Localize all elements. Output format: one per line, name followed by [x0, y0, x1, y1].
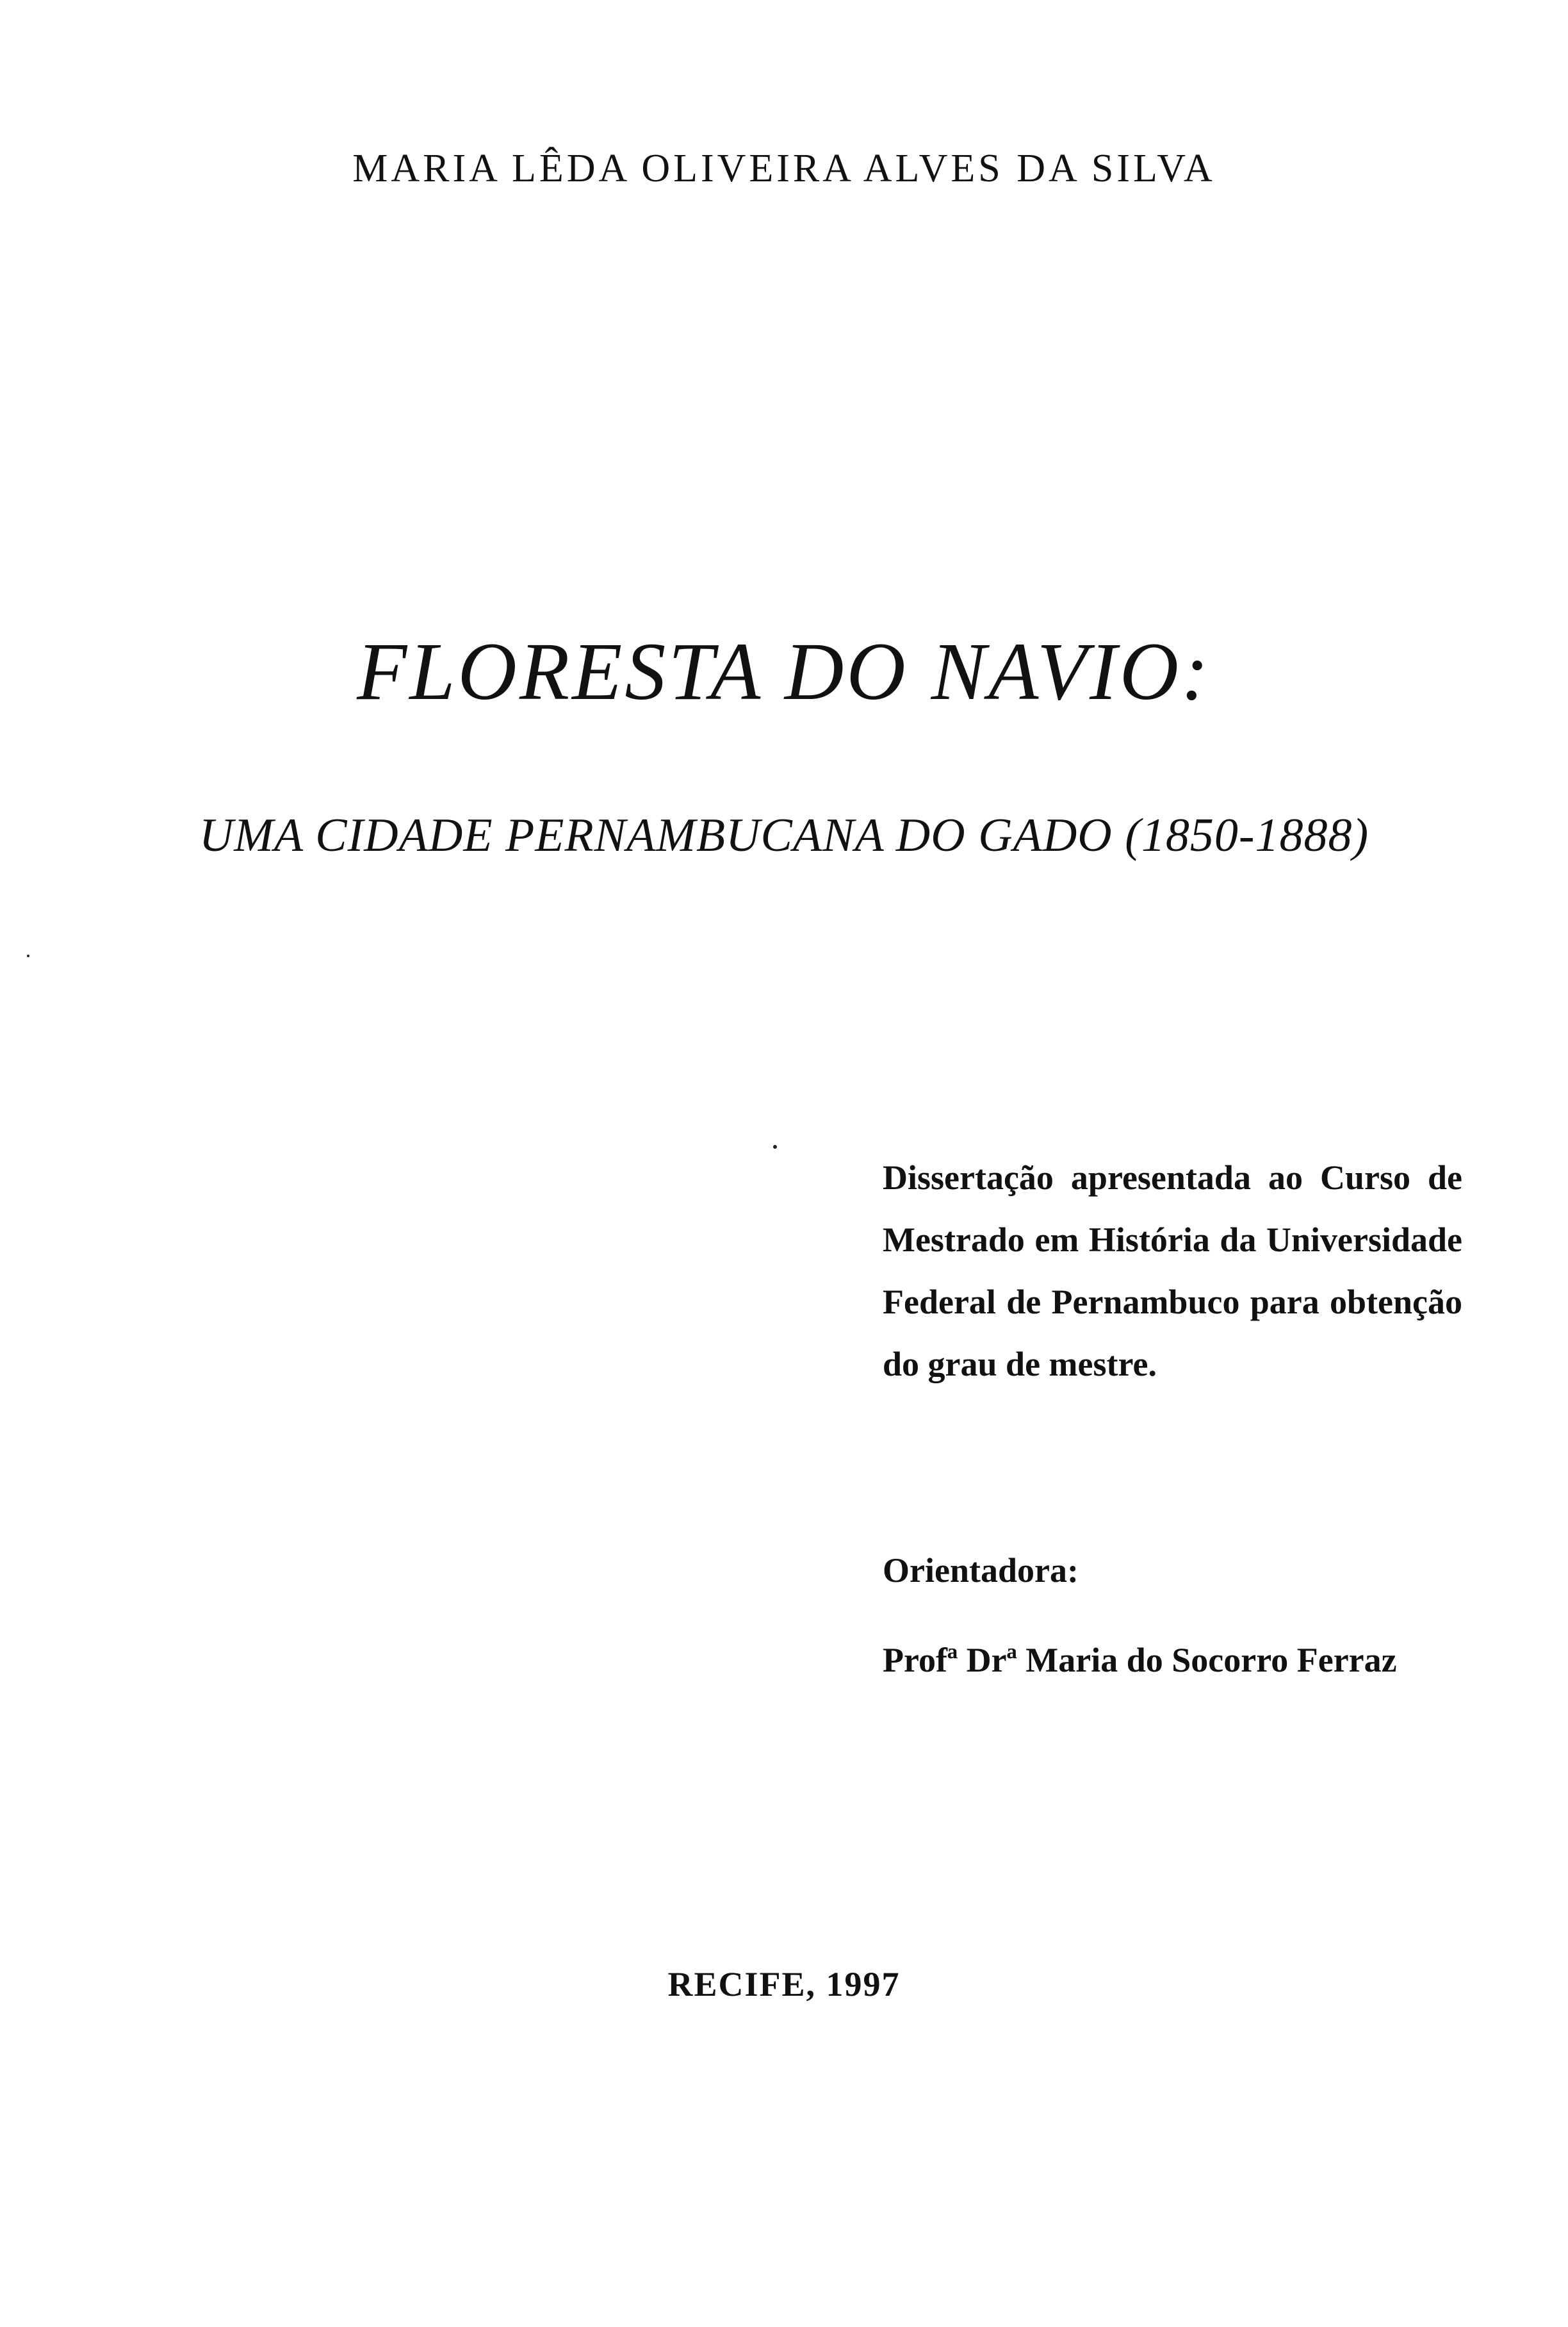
thesis-subtitle: UMA CIDADE PERNAMBUCANA DO GADO (1850-1888) [199, 809, 1369, 862]
advisor-label: Orientadora: [883, 1551, 1079, 1590]
advisor-name: Profª Drª Maria do Socorro Ferraz [883, 1641, 1397, 1679]
dissertation-note: Dissertação apresentada ao Curso de Mestrado em História da Universidade Federal de Pernambuco para obtenção do grau de mestre. [883, 1158, 1462, 1383]
thesis-title: FLORESTA DO NAVIO: [357, 626, 1211, 717]
scan-speck [27, 955, 29, 957]
place-and-date: RECIFE, 1997 [667, 1965, 901, 2003]
author-name: MARIA LÊDA OLIVEIRA ALVES DA SILVA [352, 147, 1216, 190]
scan-speck [773, 1145, 777, 1149]
